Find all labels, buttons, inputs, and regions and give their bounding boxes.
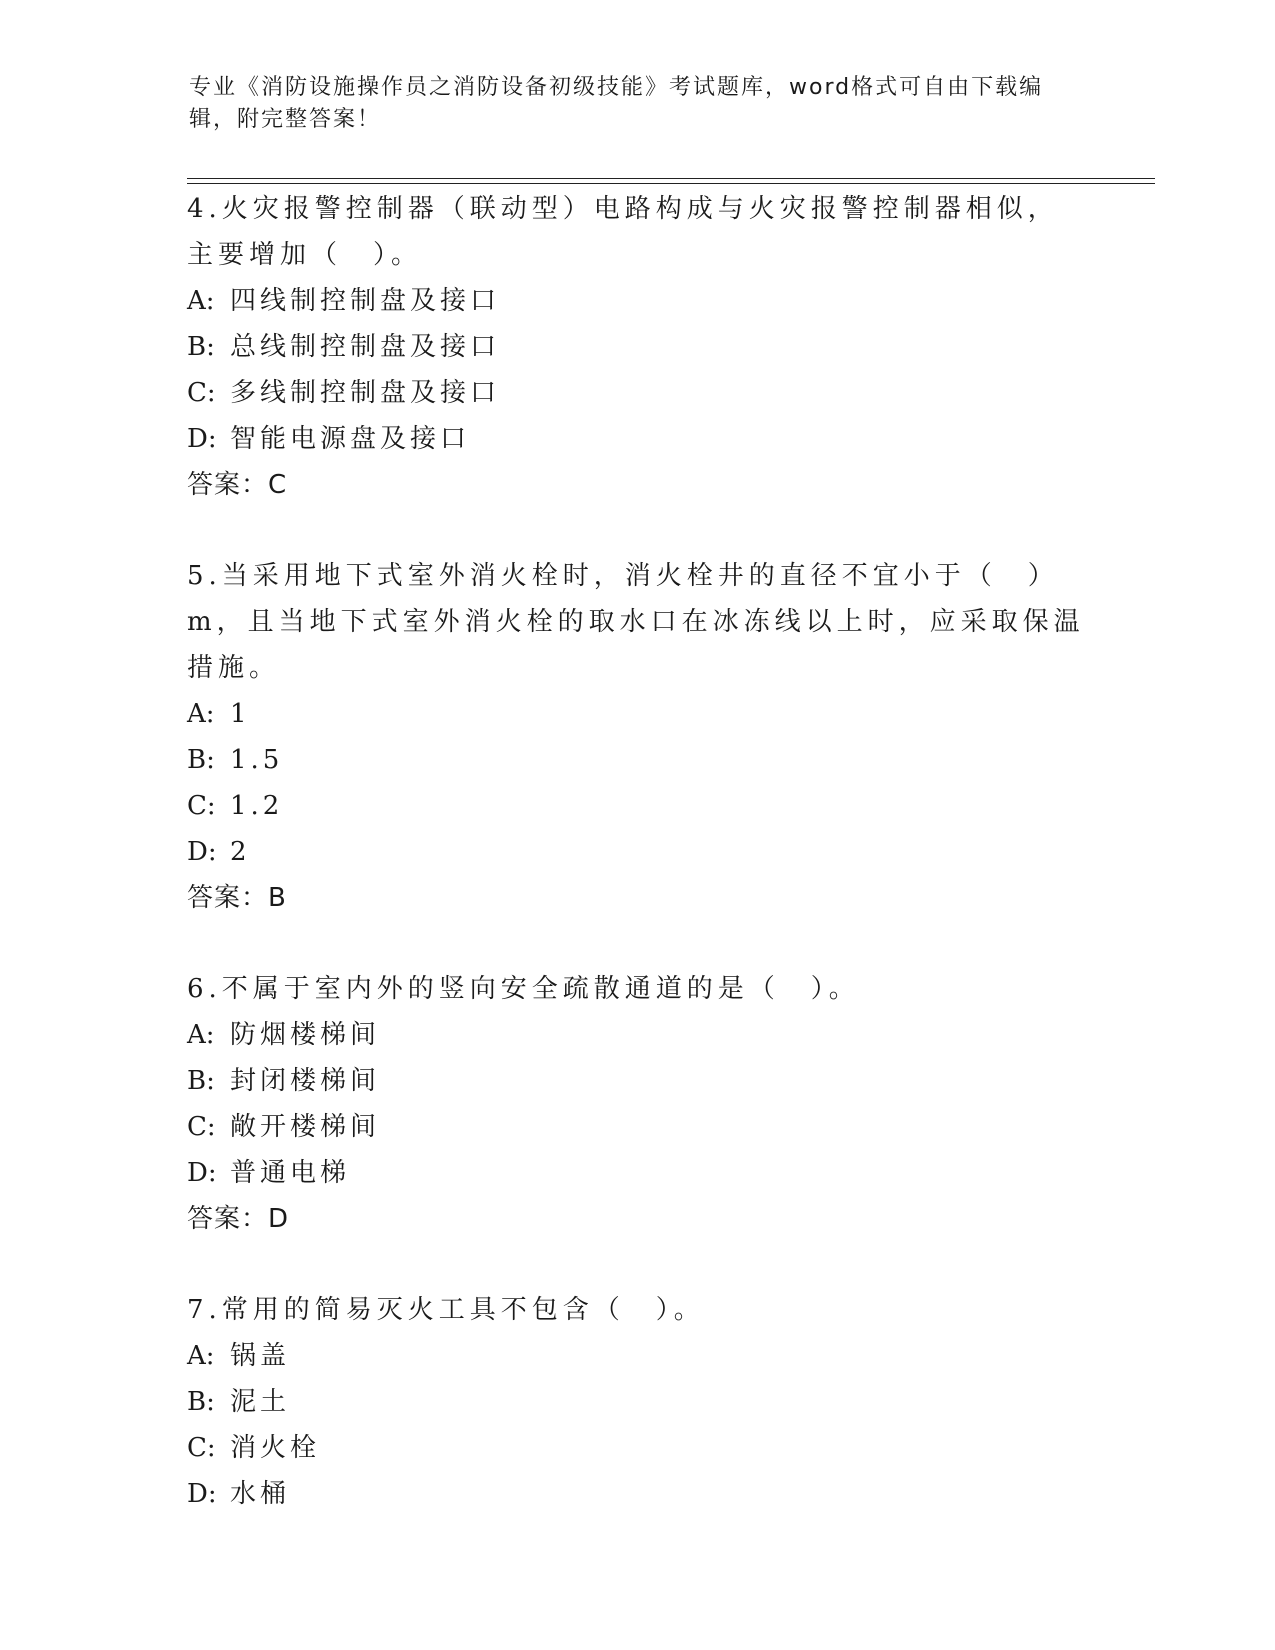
option-text: 封闭楼梯间 (230, 1066, 381, 1096)
option-letter: C: (187, 791, 216, 821)
option-b (187, 1058, 1087, 1104)
option-text: 1 (230, 699, 251, 729)
question-4 (187, 186, 1087, 508)
option-c (187, 1425, 1087, 1471)
option-letter: A: (187, 1020, 215, 1050)
option-text: 总线制控制盘及接口 (230, 332, 501, 362)
option-letter: A: (187, 699, 215, 729)
option-text: 智能电源盘及接口 (230, 424, 471, 454)
option-letter: A: (187, 286, 215, 316)
question-6 (187, 966, 1087, 1242)
option-text: 1.5 (230, 745, 284, 775)
option-b (187, 324, 1087, 370)
option-text: 四线制控制盘及接口 (230, 286, 501, 316)
option-letter: D: (187, 837, 217, 867)
question-stem: 5.当采用地下式室外消火栓时，消火栓井的直径不宜小于（ ）m，且当地下式室外消火栓的取水口在冰冻线以上时，应采取保温措施。 (187, 561, 1085, 683)
option-c (187, 370, 1087, 416)
option-letter: D: (187, 1479, 217, 1509)
question-spacer (187, 508, 1087, 553)
option-text: 普通电梯 (230, 1158, 351, 1188)
answer-line: 答案：B (187, 883, 287, 913)
question-list (187, 186, 1087, 1517)
option-letter: C: (187, 378, 216, 408)
option-letter: B: (187, 332, 215, 362)
option-letter: D: (187, 1158, 217, 1188)
option-d (187, 1471, 1087, 1517)
header-divider-bottom (187, 183, 1155, 184)
option-text: 锅盖 (230, 1341, 291, 1371)
option-a (187, 1333, 1087, 1379)
option-a (187, 278, 1087, 324)
option-text: 多线制控制盘及接口 (230, 378, 501, 408)
option-text: 消火栓 (230, 1433, 321, 1463)
option-letter: C: (187, 1112, 216, 1142)
question-5 (187, 553, 1087, 921)
option-text: 敞开楼梯间 (230, 1112, 381, 1142)
answer-line: 答案：C (187, 470, 288, 500)
option-d (187, 829, 1087, 875)
header-divider-top (187, 178, 1155, 179)
question-7 (187, 1287, 1087, 1517)
question-stem: 4.火灾报警控制器（联动型）电路构成与火灾报警控制器相似，主要增加（ ）。 (187, 194, 1059, 270)
option-letter: B: (187, 745, 215, 775)
option-d (187, 416, 1087, 462)
option-text: 防烟楼梯间 (230, 1020, 381, 1050)
document-header: 专业《消防设施操作员之消防设备初级技能》考试题库，word格式可自由下载编辑，附完整答案！ (189, 75, 1044, 132)
question-stem: 6.不属于室内外的竖向安全疏散通道的是（ ）。 (187, 974, 860, 1004)
option-letter: B: (187, 1066, 215, 1096)
question-stem: 7.常用的简易灭火工具不包含（ ）。 (187, 1295, 705, 1325)
option-b (187, 1379, 1087, 1425)
option-text: 泥土 (230, 1387, 291, 1417)
option-letter: D: (187, 424, 217, 454)
option-letter: A: (187, 1341, 215, 1371)
option-c (187, 1104, 1087, 1150)
option-text: 水桶 (230, 1479, 291, 1509)
option-a (187, 1012, 1087, 1058)
option-letter: C: (187, 1433, 216, 1463)
option-text: 1.2 (230, 791, 284, 821)
option-a (187, 691, 1087, 737)
question-spacer (187, 1242, 1087, 1287)
option-letter: B: (187, 1387, 215, 1417)
option-d (187, 1150, 1087, 1196)
answer-line: 答案：D (187, 1204, 290, 1234)
option-c (187, 783, 1087, 829)
question-spacer (187, 921, 1087, 966)
option-text: 2 (230, 837, 251, 867)
option-b (187, 737, 1087, 783)
